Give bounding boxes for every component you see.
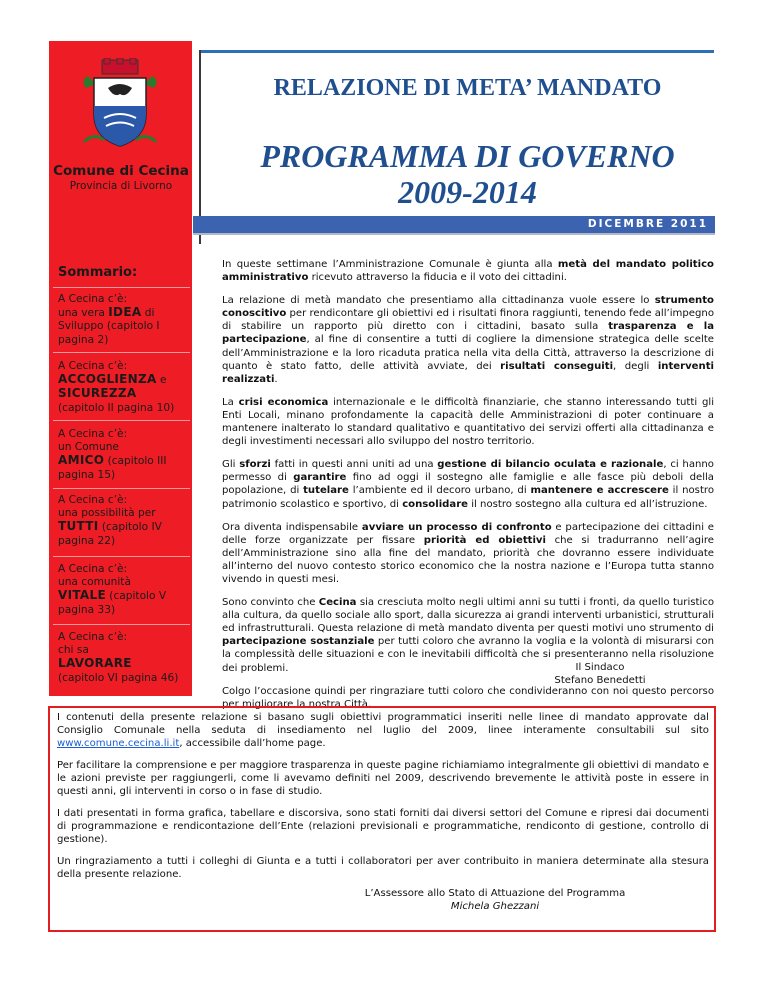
sommario-heading: Sommario: <box>58 265 138 280</box>
info-paragraph: I dati presentati in forma grafica, tabellare e discorsiva, sono stati forniti dai diversi settori del Comune e ripresi dai documenti di programmazione e rendicontazione dell’Ente (relazioni previsionali e programmatiche, rendiconto di gestione, controllo di gestione). <box>57 808 709 845</box>
toc-separator <box>53 420 190 421</box>
comune-website-link[interactable]: www.comune.cecina.li.it <box>57 738 180 749</box>
letter-paragraph: La crisi economica internazionale e le difficoltà finanziarie, che stanno interessando tutti gli Enti Locali, minano profondamente la capacità delle Amministrazioni di poter continuare a mantenere inalterato lo standard qualitativo e quantitativo dei servizi offerti alla cittadinanza e degli investimenti necessari allo sviluppo del nostro territorio. <box>222 396 714 448</box>
main-letter <box>222 258 714 721</box>
provincia-name: Provincia di Livorno <box>69 180 173 192</box>
letter-paragraph: Sono convinto che Cecina sia cresciuta molto negli ultimi anni su tutti i fronti, da quello turistico alla cultura, da quello sociale allo sport, dalla sicurezza ai grandi interventi urbanistici, strutturali ed infrastrutturali. Questa relazione di metà mandato diventa per questi motivi uno strumento di partecipazione sostanziale per tutti coloro che avranno la voglia e la volontà di misurarsi con la complessità delle situazioni e con le inevitabili difficoltà che si presenteranno nella risoluzione dei problemi. <box>222 597 714 674</box>
issue-date: DICEMBRE 2011 <box>587 218 708 230</box>
title-relazione: RELAZIONE DI META’ MANDATO <box>273 75 662 101</box>
letter-paragraph: In queste settimane l’Amministrazione Comunale è giunta alla metà del mandato politico amministrativo ricevuto attraverso la fiducia e il voto dei cittadini. <box>222 259 714 284</box>
header-vertical-line <box>199 50 201 244</box>
mayor-name: Stefano Benedetti <box>554 675 646 686</box>
letter-paragraph: La relazione di metà mandato che presentiamo alla cittadinanza vuole essere lo strumento conoscitivo per rendicontare gli obiettivi ed i risultati finora raggiunti, tenendo fede all’impegno di stabilire un rapporto più diretto con i cittadini, basato sulla trasparenza e la partecipazione, al fine di consentire a tutti di cogliere la dimensione strategica delle scelte dell’Amministrazione e la loro ricaduta pratica nella vita della Città, attraverso la descrizione di quanto è stato fatto, delle attività avviate, dei risultati conseguiti, degli interventi realizzati. <box>222 295 715 385</box>
coat-of-arms-icon <box>74 58 166 150</box>
letter-paragraph: Colgo l’occasione quindi per ringraziare tutti coloro che condivideranno con noi questo percorso per migliorare la nostra Città. <box>222 685 714 710</box>
assessore-name: Michela Ghezzani <box>450 901 540 912</box>
toc-item-vitale: A Cecina c’è: una comunità VITALE (capitolo V pagina 33) <box>58 563 167 616</box>
assessore-role: L’Assessore allo Stato di Attuazione del Programma <box>364 888 626 899</box>
date-band-shadow <box>193 233 715 235</box>
toc-item-tutti: A Cecina c’è: una possibilità per TUTTI (capitolo IV pagina 22) <box>58 494 162 547</box>
letter-paragraph: Gli sforzi fatti in questi anni uniti ad una gestione di bilancio oculata e razionale, ci hanno permesso di garantire fino ad oggi il sostegno alle famiglie e alle fasce più deboli della popolazione, di tutelare l’ambiente ed il decoro urbano, di mantenere e accrescere il nostro patrimonio scolastico e sportivo, di consolidare il nostro sostegno alla cultura ed all’istruzione. <box>222 459 714 510</box>
letter-paragraph: Ora diventa indispensabile avviare un processo di confronto e partecipazione dei cittadini e delle forze organizzate per fissare priorità ed obiettivi che si tradurranno nell’agire dell’Amministrazione sino alla fine del mandato, priorità che dovranno essere individuate all’interno del nuovo contesto storico economico che la nostra nazione e l’Europa tutta stanno vivendo in questi mesi. <box>222 521 715 585</box>
assessore-signature <box>330 887 660 913</box>
info-paragraph: I contenuti della presente relazione si basano sugli obiettivi programmatici inseriti nelle linee di mandato approvate dal Consiglio Comunale nella seduta di insediamento nel luglio del 2009, linee interamente consultabili sul sito www.comune.cecina.li.it, accessibile dall’home page. <box>57 712 709 749</box>
toc-item-accoglienza: A Cecina c’è: ACCOGLIENZA e SICUREZZA (capitolo II pagina 10) <box>58 360 175 414</box>
toc-item-amico: A Cecina c’è: un Comune AMICO (capitolo III pagina 15) <box>58 428 167 481</box>
toc-item-idea: A Cecina c’è: una vera IDEA di Sviluppo (capitolo I pagina 2) <box>58 293 160 346</box>
toc-separator <box>53 287 190 288</box>
toc-separator <box>53 624 190 625</box>
info-paragraph: Un ringraziamento a tutti i colleghi di Giunta e a tutti i collaboratori per aver contribuito in maniera determinate alla stesura della presente relazione. <box>57 856 709 880</box>
toc-separator <box>53 488 190 489</box>
crest-crown <box>102 58 138 74</box>
title-programma <box>205 138 730 210</box>
mayor-signature <box>520 661 680 687</box>
title-programma-text: PROGRAMMA DI GOVERNO <box>260 138 675 174</box>
mayor-role: Il Sindaco <box>575 662 625 673</box>
header-top-line <box>199 50 714 53</box>
info-paragraph: Per facilitare la comprensione e per maggiore trasparenza in queste pagine richiamiamo integralmente gli obiettivi di mandato e le azioni previste per raggiungerli, come li avevamo definiti nel 2009, descrivendo brevemente le attività poste in essere in questi anni, gli interventi in corso o in fase di studio. <box>57 760 710 797</box>
title-years: 2009-2014 <box>398 174 537 210</box>
toc-separator <box>53 352 190 353</box>
toc-separator <box>53 556 190 557</box>
info-box <box>57 711 709 890</box>
toc-item-lavorare: A Cecina c’è: chi sa LAVORARE (capitolo VI pagina 46) <box>58 631 179 684</box>
comune-name: Comune di Cecina <box>53 163 189 179</box>
